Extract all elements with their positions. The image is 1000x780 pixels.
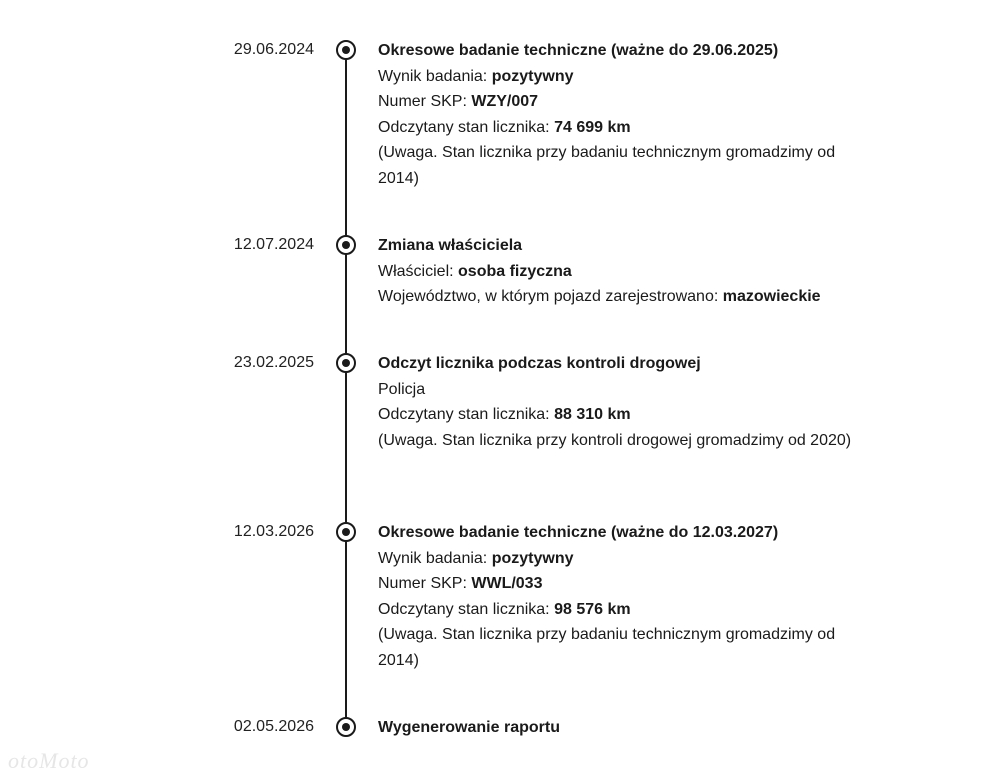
event-detail: Numer SKP: WZY/007 bbox=[378, 93, 539, 110]
timeline-line bbox=[345, 48, 347, 728]
timeline-dot-icon bbox=[336, 353, 356, 373]
event-content bbox=[378, 351, 878, 453]
event-source: Policja bbox=[378, 380, 426, 398]
event-note: (Uwaga. Stan licznika przy badaniu technicznym gromadzimy od 2014) bbox=[378, 626, 836, 669]
event-detail: Odczytany stan licznika: 88 310 km bbox=[378, 406, 631, 423]
event-title: Okresowe badanie techniczne (ważne do 12.03.2027) bbox=[378, 524, 779, 541]
event-detail: Województwo, w którym pojazd zarejestrowano: mazowieckie bbox=[378, 288, 821, 305]
event-title: Okresowe badanie techniczne (ważne do 29.06.2025) bbox=[378, 42, 779, 59]
event-detail: Odczytany stan licznika: 74 699 km bbox=[378, 118, 631, 136]
timeline-dot-icon bbox=[336, 235, 356, 255]
event-date: 23.02.2025 bbox=[233, 354, 314, 371]
event-title: Wygenerowanie raportu bbox=[378, 719, 560, 736]
event-content bbox=[378, 38, 878, 191]
timeline-dot-icon bbox=[336, 717, 356, 737]
timeline-dot-icon bbox=[336, 522, 356, 542]
event-content bbox=[378, 715, 878, 741]
event-title: Zmiana właściciela bbox=[378, 237, 523, 254]
event-date: 12.07.2024 bbox=[233, 236, 314, 253]
event-content bbox=[378, 520, 878, 673]
event-detail: Odczytany stan licznika: 98 576 km bbox=[378, 600, 631, 618]
event-title: Odczyt licznika podczas kontroli drogowej bbox=[378, 355, 701, 372]
watermark-logo: otoMoto bbox=[8, 748, 90, 773]
event-detail: Numer SKP: WWL/033 bbox=[378, 575, 543, 592]
event-content bbox=[378, 233, 878, 310]
event-detail: Wynik badania: pozytywny bbox=[378, 549, 574, 567]
event-date: 29.06.2024 bbox=[233, 41, 314, 58]
event-note: (Uwaga. Stan licznika przy kontroli drogowej gromadzimy od 2020) bbox=[378, 431, 852, 449]
event-date: 02.05.2026 bbox=[233, 718, 314, 735]
timeline-dot-icon bbox=[336, 40, 356, 60]
event-note: (Uwaga. Stan licznika przy badaniu technicznym gromadzimy od 2014) bbox=[378, 144, 836, 187]
event-detail: Wynik badania: pozytywny bbox=[378, 67, 574, 85]
event-detail: Właściciel: osoba fizyczna bbox=[378, 262, 572, 280]
event-date: 12.03.2026 bbox=[233, 523, 314, 540]
